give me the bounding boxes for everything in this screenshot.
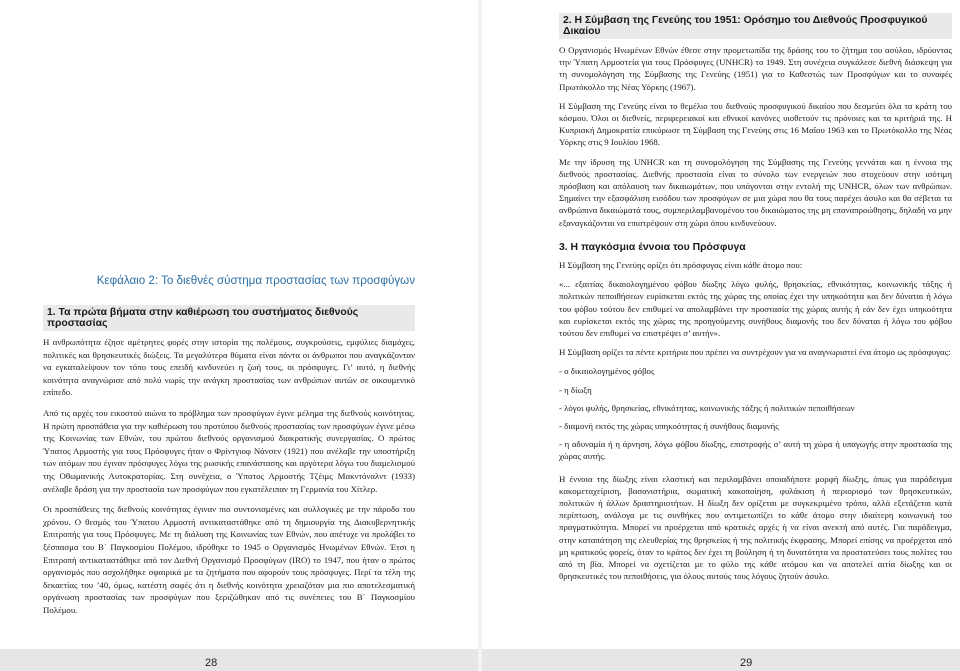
section-2-title: 2. Η Σύμβαση της Γενεύης του 1951: Ορόσημο του Διεθνούς Προσφυγικού Δικαίου [559,13,952,39]
left-column [43,266,415,624]
paragraph: Η έννοια της δίωξης είναι ελαστική και περιλαμβάνει οποιαδήποτε μορφή δίωξης, όπως για παράδειγμα κακομεταχείριση, βασανιστήρια, σωματική κακοποίηση, φυλάκιση ή περιορισμό των θρησκευτικών, πολιτικών ή άλλων δραστηριοτήτων. Η δίωξη δεν ορίζεται με συγκεκριμένο τρόπο, αλλά εξετάζεται κατά περίπτωση, ανάλογα με τις συνθήκες που αντιμετωπίζει το κάθε άτομο στην ιδιαίτερη κοινωνική του πραγματικότητα. Μπορεί να προέρχεται από κρατικές αρχές ή να είναι ανεκτή από αυτές. Για παράδειγμα, στην καταπάτηση της ελευθερίας της θρησκείας ή της πολιτικής έκφρασης. Μπορεί επίσης να προέρχεται από μη κρατικούς φορείς, όταν το κράτος δεν έχει τη βούληση ή τη δυνατότητα να προστατεύσει τους πολίτες του από τη βία. Μπορεί να σχετίζεται με το φύλο της κάθε ατόμου και να αποτελεί αιτία δίωξης και οι θρησκευτικές του πεποιθήσεις, για όλους αυτούς τους λόγους ζητούν άσυλο. [559,473,952,582]
paragraph: Η Σύμβαση της Γενεύης ορίζει ότι πρόσφυγας είναι κάθε άτομο που: [559,260,803,270]
right-column-top [559,13,952,236]
section-1-title: 1. Τα πρώτα βήματα στην καθιέρωση του συστήματος διεθνούς προστασίας [43,305,415,331]
page-number: 29 [740,657,753,669]
paragraph: Οι προσπάθειες της διεθνούς κοινότητας έγιναν πιο συντονισμένες και συλλογικές με την πάροδο του χρόνου. Ο θεσμός του Ύπατου Αρμοστή αντικαταστάθηκε από τη δημιουργία της Διακυβερνητικής Επιτροπής για τους Πρόσφυγες. Με τη διάλυση της Κοινωνίας των Εθνών, που απέτυχε να προλάβει το ξέσπασμα του Β΄ Παγκοσμίου Πολέμου, ιδρύθηκε το 1945 ο Οργανισμός Ηνωμένων Εθνών. Έτσι η Επιτροπή αντικαταστάθηκε από τον Διεθνή Οργανισμό Προσφύγων (IRO) το 1947, που ήταν ο πρώτος οργανισμός που ασχολήθηκε σφαιρικά με τα ζητήματα που αφορούν τους πρόσφυγες. Περί τα τέλη της δεκαετίας του ’40, όμως, κατέστη σαφές ότι η διεθνής κοινότητα χρειαζόταν μια πιο αποτελεσματική οργάνωση προστασίας των προσφύγων που ξεριζώθηκαν από τις συνέπειες του Β΄ Παγκοσμίου Πολέμου. [43,504,415,615]
paragraph: Ο Οργανισμός Ηνωμένων Εθνών έθεσε στην προμετωπίδα της δράσης του το ζήτημα του ασύλου, ιδρύοντας την Ύπατη Αρμοστεία για τους Πρόσφυγες (UNHCR) το 1949. Στη συνέχεια συγκάλεσε διεθνή διάσκεψη για τη συνομολόγηση της Σύμβασης της Γενεύης (1951) για το Καθεστώς των Προσφύγων και το συναφές Πρωτόκολλο της Νέας Υόρκης (1967). [559,45,952,92]
paragraph: Η Σύμβαση της Γενεύης είναι το θεμέλιο του διεθνούς προσφυγικού δικαίου που δεσμεύει όλα τα κράτη του κόσμου. Όλοι οι διεθνείς, περιφερειακοί και εθνικοί κανόνες υιοθετούν τις πρόνοιες και τα κριτήριά της. Η Κυπριακή Δημοκρατία επικύρωσε τη Σύμβαση της Γενεύης στις 16 Μαΐου 1963 και το Πρωτόκολλο της Νέας Υόρκης στις 9 Ιουλίου 1968. [559,100,952,148]
page-number: 28 [205,657,218,669]
paragraph: Η ανθρωπότητα έζησε αμέτρητες φορές στην ιστορία της πολέμους, συγκρούσεις, εμφύλιες διαμάχες, πολιτικές και θρησκευτικές διώξεις. Τα μεγαλύτερα θύματα είναι πάντα οι άνθρωποι που αναγκάζονταν να εγκαταλείψουν τον τόπο τους επειδή κινδυνεύει η ζωή τους, οι πρόσφυγες. Γι’ αυτό, η διεθνής κοινότητα αναγνώρισε από πολύ νωρίς την ανάγκη προστασίας των ανθρώπων αυτών σε οικουμενικό επίπεδο. [43,337,415,398]
right-column-bottom [559,242,952,589]
criteria-item: - η δίωξη [559,384,592,395]
criteria-item: - λόγοι φυλής, θρησκείας, εθνικότητας, κοινωνικής τάξης ή πολιτικών πεποιθήσεων [559,402,855,413]
criteria-item: - ο δικαιολογημένος φόβος [559,366,655,377]
criteria-item: - η αδυναμία ή η άρνηση, λόγω φόβου δίωξης, επιστροφής σ’ αυτή τη χώρα ή υπαγωγής στην προστασία της χώρας αυτής. [559,439,952,462]
left-page [0,0,478,671]
footer-bar [0,649,478,671]
paragraph: Η Σύμβαση ορίζει τα πέντε κριτήρια που πρέπει να συντρέχουν για να αναγνωριστεί ένα άτομο ως πρόσφυγας: [559,347,951,358]
paragraph: Με την ίδρυση της UNHCR και τη συνομολόγηση της Σύμβασης της Γενεύης γεννάται και η έννοια της διεθνούς προστασίας. Διεθνής προστασία είναι το σύνολο των ενεργειών που στοχεύουν στην ισότιμη πρόσβαση και απόλαυση των δικαιωμάτων, που υπάγονται στην εντολή της UNHCR, όλων των ανθρώπων. Σημαίνει την εξασφάλιση εισόδου των προσφύγων σε μια χώρα που θα τους παρέχει άσυλο και θα σέβεται τα ανθρώπινα δικαιώματά τους, συμπεριλαμβανομένου του δικαιώματος της μη επαναπροώθησης, δηλαδή να μην εξαναγκάζονται να επιστρέψουν στη χώρα όπου κινδυνεύουν. [559,156,952,228]
chapter-title: Κεφάλαιο 2: Το διεθνές σύστημα προστασίας των προσφύγων [96,274,415,287]
footer-bar [482,649,960,671]
section-3-title: 3. Η παγκόσμια έννοια του Πρόσφυγα [559,242,746,253]
criteria-item: - διαμονή εκτός της χώρας υπηκοότητας ή συνήθους διαμονής [559,421,779,432]
paragraph: Από τις αρχές του εικοστού αιώνα το πρόβλημα των προσφύγων έγινε μέλημα της διεθνούς κοινότητας. Η πρώτη προσπάθεια για την καθιέρωση του προτύπου διεθνούς προστασίας των προσφύγων έγινε μέσω της Κοινωνίας των Εθνών, του πρώτου διεθνούς οργανισμού διακρατικής συνεργασίας. Ο πρώτος Ύπατος Αρμοστής για τους Πρόσφυγες ήταν ο Φρίντγιοφ Νάνσεν (1921) που ανέλαβε την υποστήριξη των ατόμων που έγιναν πρόσφυγες λόγω της ρωσικής επανάστασης και αργότερα λόγω του διαμελισμού της Οθωμανικής Αυτοκρατορίας. Στη συνέχεια, ο Ύπατος Αρμοστής Τζέιμς Μακντόναλντ (1933) ανέλαβε δράση για την προστασία των προσφύγων που εγκατέλειπαν τη Γερμανία του Χίτλερ. [43,407,415,494]
right-page [482,0,960,671]
definition-quote: «... εξαιτίας δικαιολογημένου φόβου δίωξης λόγω φυλής, θρησκείας, εθνικότητας, κοινωνικής τάξης ή πολιτικών πεποιθήσεων ευρίσκεται εκτός της χώρας της οποίας έχει την υπηκοότητα και δεν δύναται ή λόγω του φόβου τούτου δεν επιθυμεί να απολαμβάνει την προστασία της χώρας αυτής ή εάν δεν έχει υπηκοότητα και ευρίσκεται εκτός της χώρας της προηγούμενης συνήθους διαμονής του δεν δύναται ή λόγω του φόβου τούτου δεν επιθυμεί να επιστρέψει σ’ αυτήν». [559,279,952,339]
